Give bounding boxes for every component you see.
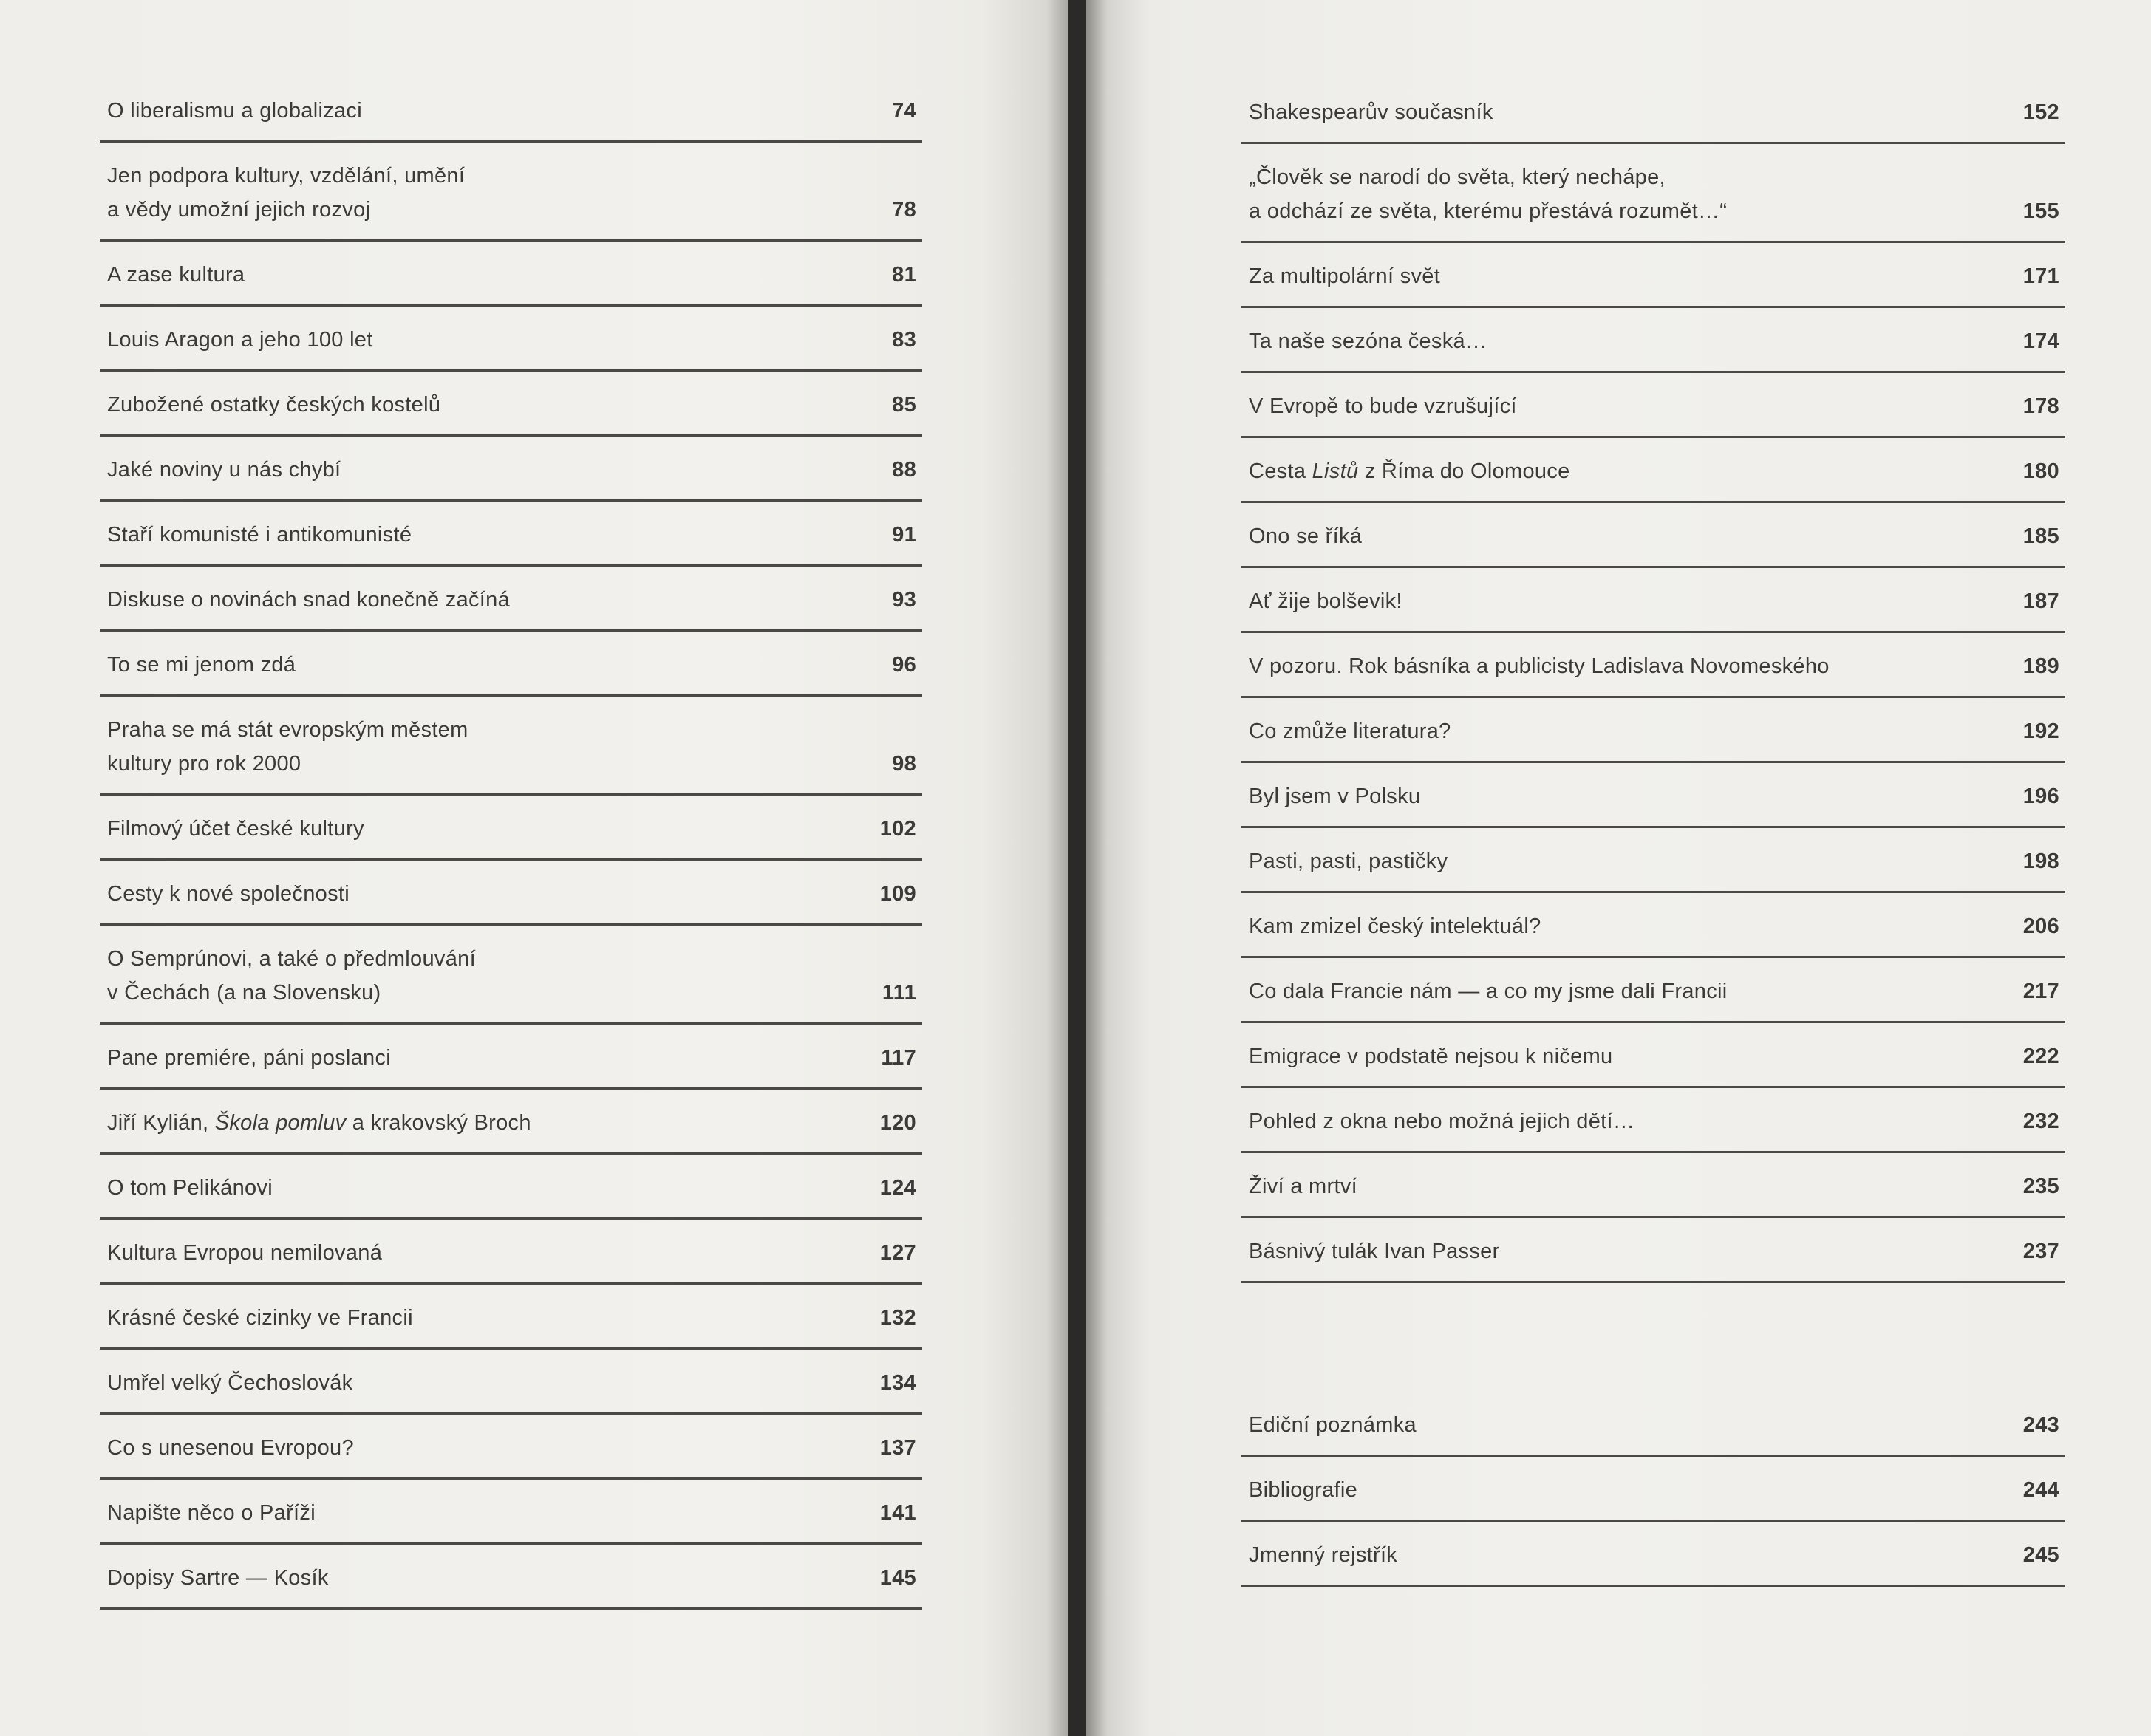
table-of-contents-left	[100, 78, 922, 1610]
toc-entry-title	[107, 877, 850, 911]
toc-entry-title	[107, 159, 850, 227]
toc-entry	[1241, 243, 2065, 308]
toc-entry-title	[1249, 779, 1993, 813]
toc-entry	[1241, 633, 2065, 698]
title-part: Pane premiére, páni poslanci	[107, 1046, 392, 1070]
toc-entry	[1241, 144, 2065, 243]
toc-entry-page-number: 96	[892, 653, 916, 677]
table-of-contents-right	[1241, 79, 2065, 1587]
toc-entry	[100, 1220, 922, 1285]
title-part: Kultura Evropou nemilovaná	[107, 1241, 383, 1265]
title-part: Ta naše sezóna česká…	[1249, 329, 1487, 353]
title-part: Louis Aragon a jeho 100 let	[107, 328, 373, 352]
toc-entry	[100, 1285, 922, 1350]
toc-entry-title	[107, 1171, 850, 1205]
toc-entry-page-number: 124	[879, 1176, 916, 1200]
toc-entry-page-number: 244	[2022, 1478, 2059, 1502]
toc-entry-page-number: 171	[2022, 264, 2059, 288]
toc-entry	[100, 1350, 922, 1415]
toc-entry-page-number: 185	[2022, 524, 2059, 548]
toc-entry-title	[107, 388, 850, 422]
toc-entry-page-number: 243	[2022, 1413, 2059, 1437]
title-part: V pozoru. Rok básníka a publicisty Ladislava Novomeského	[1249, 655, 1830, 678]
toc-entry-title	[107, 323, 850, 357]
toc-entry	[1241, 958, 2065, 1023]
toc-entry	[100, 796, 922, 861]
right-book-page	[1086, 0, 2151, 1736]
title-part: O liberalismu a globalizaci	[107, 99, 362, 123]
title-part: Básnivý tulák Ivan Passer	[1249, 1240, 1500, 1263]
title-part: Jaké noviny u nás chybí	[107, 458, 341, 482]
toc-entry-page-number: 137	[879, 1436, 916, 1460]
toc-entry	[1241, 1023, 2065, 1088]
toc-entry	[1241, 828, 2065, 893]
title-part: Dopisy Sartre — Kosík	[107, 1566, 329, 1590]
title-part: Kam zmizel český intelektuál?	[1249, 915, 1541, 938]
toc-entry	[100, 437, 922, 502]
toc-entry-title	[1249, 1169, 1993, 1203]
title-part: Co dala Francie nám — a co my jsme dali Francii	[1249, 980, 1728, 1003]
toc-entry-page-number: 178	[2022, 394, 2059, 418]
title-part: Cesty k nové společnosti	[107, 882, 350, 906]
toc-entry	[1241, 1088, 2065, 1153]
toc-entry-page-number: 174	[2022, 329, 2059, 353]
toc-entry-page-number: 232	[2022, 1110, 2059, 1133]
title-part: Za multipolární svět	[1249, 264, 1441, 288]
title-part: Ediční poznámka	[1249, 1413, 1417, 1437]
title-part: Napište něco o Paříži	[107, 1501, 316, 1525]
toc-entry-page-number: 102	[879, 817, 916, 841]
toc-entry-title	[107, 258, 850, 292]
title-part: „Člověk se narodí do světa, který nechápe, a odchází ze světa, kterému přestává rozumět…“	[1249, 165, 1728, 223]
title-part: Byl jsem v Polsku	[1249, 785, 1421, 808]
title-part: V Evropě to bude vzrušující	[1249, 394, 1517, 418]
toc-entry-title	[1249, 909, 1993, 943]
toc-entry-page-number: 235	[2022, 1175, 2059, 1198]
toc-entry-page-number: 196	[2022, 785, 2059, 808]
title-part: Diskuse o novinách snad konečně začíná	[107, 588, 511, 612]
toc-entry-title	[107, 1366, 850, 1400]
toc-entry-title	[1249, 259, 1993, 293]
title-part: z Říma do Olomouce	[1358, 459, 1570, 483]
toc-entry-page-number: 127	[879, 1241, 916, 1265]
toc-entry	[100, 697, 922, 796]
toc-entry-page-number: 145	[879, 1566, 916, 1590]
title-part: Bibliografie	[1249, 1478, 1358, 1502]
title-part: Emigrace v podstatě nejsou k ničemu	[1249, 1045, 1613, 1068]
toc-entry-page-number: 245	[2022, 1543, 2059, 1567]
toc-entry	[100, 242, 922, 307]
toc-entry	[100, 143, 922, 242]
toc-entry	[100, 1545, 922, 1610]
toc-entry-page-number: 155	[2022, 199, 2059, 223]
title-part: Krásné české cizinky ve Francii	[107, 1306, 413, 1330]
title-part: Shakespearův současník	[1249, 100, 1493, 124]
toc-entry	[100, 1025, 922, 1090]
toc-entry-page-number: 141	[879, 1501, 916, 1525]
toc-entry	[100, 372, 922, 437]
toc-entry-page-number: 192	[2022, 720, 2059, 743]
title-part: Pasti, pasti, pastičky	[1249, 850, 1448, 873]
toc-entry	[100, 1090, 922, 1155]
toc-entry	[100, 307, 922, 372]
title-part: Jmenný rejstřík	[1249, 1543, 1398, 1567]
toc-entry	[100, 78, 922, 143]
toc-entry-title	[107, 1041, 850, 1075]
toc-entry-title	[107, 713, 850, 781]
toc-entry-title	[107, 1236, 850, 1270]
title-part: O Semprúnovi, a také o předmlouvání v Čechách (a na Slovensku)	[107, 947, 476, 1005]
toc-entry	[1241, 893, 2065, 958]
title-part: O tom Pelikánovi	[107, 1176, 273, 1200]
toc-entry-page-number: 120	[879, 1111, 916, 1135]
toc-entry-page-number: 74	[892, 99, 916, 123]
title-part: Umřel velký Čechoslovák	[107, 1371, 353, 1395]
toc-entry	[100, 567, 922, 632]
toc-entry-page-number: 88	[892, 458, 916, 482]
toc-entry	[100, 632, 922, 697]
title-part: Živí a mrtví	[1249, 1175, 1357, 1198]
toc-entry	[1241, 1457, 2065, 1522]
toc-entry	[1241, 373, 2065, 438]
toc-entry-title	[107, 1301, 850, 1335]
toc-entry-title	[1249, 1234, 1993, 1268]
toc-entry	[1241, 1522, 2065, 1587]
toc-entry-title	[1249, 1538, 1993, 1572]
toc-entry-title	[1249, 1408, 1993, 1442]
toc-entry-page-number: 85	[892, 393, 916, 417]
toc-entry-title	[107, 1431, 850, 1465]
title-part: Praha se má stát evropským městem kultury pro rok 2000	[107, 718, 468, 776]
toc-entry	[1241, 1392, 2065, 1457]
toc-entry-title	[1249, 844, 1993, 878]
toc-entry-title	[107, 1561, 850, 1595]
toc-entry	[1241, 503, 2065, 568]
toc-entry	[100, 1480, 922, 1545]
title-part: Co zmůže literatura?	[1249, 720, 1451, 743]
italic-title-part: Listů	[1312, 459, 1359, 483]
toc-entry	[1241, 308, 2065, 373]
title-part: Cesta	[1249, 459, 1312, 483]
toc-entry-title	[1249, 1104, 1993, 1138]
title-part: Filmový účet české kultury	[107, 817, 364, 841]
toc-entry-title	[1249, 974, 1993, 1008]
toc-entry-page-number: 237	[2022, 1240, 2059, 1263]
toc-entry-page-number: 189	[2022, 655, 2059, 678]
toc-entry	[1241, 763, 2065, 828]
toc-entry-title	[107, 453, 850, 487]
italic-title-part: Škola pomluv	[214, 1111, 347, 1135]
toc-entry-page-number: 81	[892, 263, 916, 287]
left-book-page	[0, 0, 1068, 1736]
toc-entry-title	[1249, 649, 1993, 683]
title-part: Jiří Kylián,	[107, 1111, 215, 1135]
toc-entry-title	[107, 94, 850, 128]
toc-entry-title	[1249, 519, 1993, 553]
toc-entry-page-number: 78	[892, 198, 916, 222]
toc-entry-page-number: 198	[2022, 850, 2059, 873]
toc-entry-page-number: 222	[2022, 1045, 2059, 1068]
toc-entry	[1241, 1218, 2065, 1283]
toc-entry-title	[107, 1496, 850, 1530]
toc-entry-title	[1249, 324, 1993, 358]
toc-entry	[1241, 79, 2065, 144]
toc-entry-page-number: 206	[2022, 915, 2059, 938]
toc-entry-title	[1249, 1039, 1993, 1073]
title-part: Ať žije bolševik!	[1249, 590, 1402, 613]
toc-entry-title	[107, 648, 850, 682]
toc-entry-title	[1249, 454, 1993, 488]
toc-entry-title	[107, 812, 850, 846]
toc-entry	[1241, 568, 2065, 633]
toc-entry-title	[1249, 389, 1993, 423]
toc-entry-page-number: 93	[892, 588, 916, 612]
title-part: Pohled z okna nebo možná jejich dětí…	[1249, 1110, 1635, 1133]
toc-entry-title	[1249, 714, 1993, 748]
title-part: Co s unesenou Evropou?	[107, 1436, 354, 1460]
toc-entry-title	[1249, 584, 1993, 618]
toc-entry-page-number: 152	[2022, 100, 2059, 124]
title-part: Ono se říká	[1249, 524, 1363, 548]
toc-entry	[100, 1155, 922, 1220]
title-part: a krakovský Broch	[346, 1111, 531, 1135]
toc-entry-page-number: 109	[879, 882, 916, 906]
toc-entry-title	[1249, 160, 1993, 228]
title-part: A zase kultura	[107, 263, 245, 287]
toc-entry	[100, 861, 922, 926]
title-part: Zubožené ostatky českých kostelů	[107, 393, 441, 417]
toc-entry	[100, 502, 922, 567]
toc-entry-page-number: 132	[879, 1306, 916, 1330]
toc-entry-page-number: 180	[2022, 459, 2059, 483]
title-part: Jen podpora kultury, vzdělání, umění a vědy umožní jejich rozvoj	[107, 164, 466, 222]
toc-entry-title	[1249, 1473, 1993, 1507]
toc-entry-page-number: 187	[2022, 590, 2059, 613]
toc-entry-title	[1249, 95, 1993, 129]
toc-entry	[1241, 1153, 2065, 1218]
toc-entry-page-number: 91	[892, 523, 916, 547]
toc-entry	[100, 926, 922, 1025]
toc-entry	[1241, 438, 2065, 503]
toc-entry-page-number: 117	[881, 1046, 916, 1070]
toc-entry-title	[107, 518, 850, 552]
toc-entry-page-number: 134	[879, 1371, 916, 1395]
toc-entry-title	[107, 942, 850, 1010]
toc-entry	[1241, 698, 2065, 763]
toc-entry-page-number: 111	[882, 981, 916, 1005]
toc-entry-title	[107, 1106, 850, 1140]
title-part: Staří komunisté i antikomunisté	[107, 523, 412, 547]
toc-entry-page-number: 83	[892, 328, 916, 352]
title-part: To se mi jenom zdá	[107, 653, 296, 677]
toc-entry	[100, 1415, 922, 1480]
toc-entry-page-number: 217	[2022, 980, 2059, 1003]
toc-entry-page-number: 98	[892, 752, 916, 776]
toc-entry-title	[107, 583, 850, 617]
